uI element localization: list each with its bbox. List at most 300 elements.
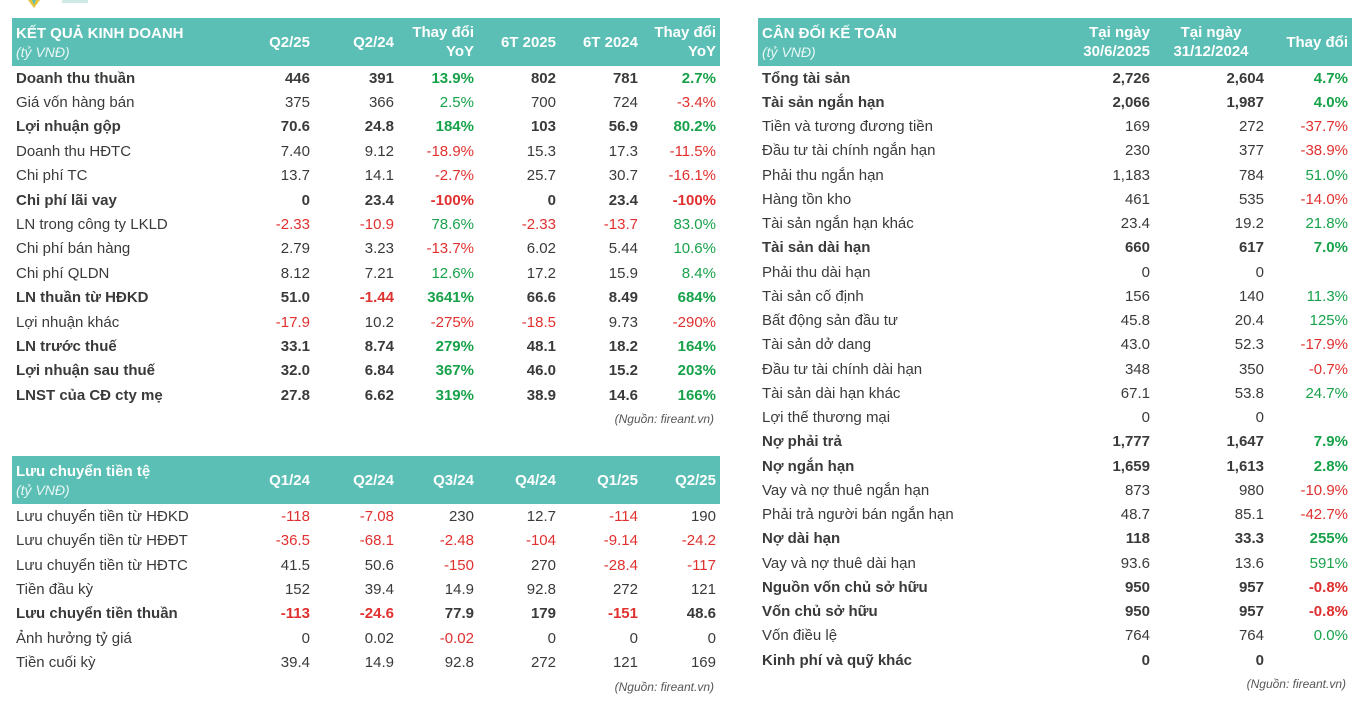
table-row <box>758 163 1352 187</box>
table-cell: -100% <box>672 191 716 209</box>
table-cell: 8.12 <box>280 264 310 282</box>
table-cell: 2.5% <box>439 94 474 112</box>
row-label: Kinh phí và quỹ khác <box>762 651 913 669</box>
table-row <box>12 528 720 552</box>
table-cell: 255% <box>1309 530 1348 548</box>
row-label: Chi phí bán hàng <box>16 240 131 258</box>
table-cell: 0.02 <box>364 629 394 647</box>
table-row <box>758 333 1352 357</box>
table-cell: 15.3 <box>526 142 556 160</box>
table-cell: 6.84 <box>364 362 394 380</box>
table-cell: 48.1 <box>526 337 556 355</box>
table-cell: 0 <box>547 191 556 209</box>
row-label: Lưu chuyển tiền từ HĐKD <box>16 507 189 525</box>
table-cell: 319% <box>435 386 474 404</box>
table-cell: -1.44 <box>359 289 394 307</box>
table-cell: -7.08 <box>359 507 394 525</box>
table-row <box>12 383 720 407</box>
table-cell: 348 <box>1124 360 1150 378</box>
table-cell: 0 <box>301 629 310 647</box>
col-header: Thay đổi YoY <box>642 18 720 66</box>
table-row <box>12 577 720 601</box>
table-cell: 152 <box>284 581 310 599</box>
row-label: LNST của CĐ cty mẹ <box>16 386 163 404</box>
table-cell: 33.1 <box>280 337 310 355</box>
row-label: Ảnh hưởng tỷ giá <box>16 629 132 647</box>
table-row <box>12 310 720 334</box>
table-cell: 0.0% <box>1313 627 1348 645</box>
table-cell: 80.2% <box>673 118 716 136</box>
table-cell: -0.7% <box>1308 360 1348 378</box>
table-cell: 103 <box>530 118 556 136</box>
col-header: Q1/24 <box>217 456 314 504</box>
table-cell: 48.6 <box>686 605 716 623</box>
table-header <box>12 456 720 504</box>
table-row <box>758 551 1352 575</box>
table-cell: 67.1 <box>1120 384 1150 402</box>
table-cell: 17.2 <box>526 264 556 282</box>
table-cell: 377 <box>1238 142 1264 160</box>
table-cell <box>1268 406 1352 430</box>
table-cell: 3.23 <box>364 240 394 258</box>
table-cell: 18.2 <box>608 337 638 355</box>
row-label: Nợ ngắn hạn <box>762 457 855 475</box>
table-cell: 50.6 <box>364 556 394 574</box>
table-cell: 0 <box>629 629 638 647</box>
table-cell: 0 <box>1255 651 1264 669</box>
col-header: Q2/24 <box>314 456 398 504</box>
table-cell: -13.7 <box>603 216 638 234</box>
table-row <box>12 139 720 163</box>
table-row <box>758 357 1352 381</box>
table-cell: -17.9 <box>275 313 310 331</box>
table-cell: 784 <box>1238 166 1264 184</box>
table-cell: 0 <box>547 629 556 647</box>
table-cell: 7.9% <box>1313 433 1348 451</box>
table-row <box>758 575 1352 599</box>
table-cell: -0.02 <box>439 629 474 647</box>
row-label: Doanh thu HĐTC <box>16 142 132 160</box>
table-cell: 9.73 <box>608 313 638 331</box>
table-cell: 190 <box>690 507 716 525</box>
table-cell: 203% <box>677 362 716 380</box>
row-label: Phải thu ngắn hạn <box>762 166 884 184</box>
table-cell: 27.8 <box>280 386 310 404</box>
table-cell: 184% <box>435 118 474 136</box>
table-row <box>758 212 1352 236</box>
row-label: LN trước thuế <box>16 337 117 355</box>
row-label: Vốn điều lệ <box>762 627 838 645</box>
table-cell: 1,987 <box>1226 93 1264 111</box>
table-row <box>12 261 720 285</box>
table-cell: 15.2 <box>608 362 638 380</box>
table-cell: 10.6% <box>673 240 716 258</box>
table-cell: 56.9 <box>608 118 638 136</box>
table-cell: 15.9 <box>608 264 638 282</box>
table-cell: 4.7% <box>1313 69 1348 87</box>
table-row <box>12 359 720 383</box>
table-cell: 70.6 <box>280 118 310 136</box>
table-cell: 367% <box>435 362 474 380</box>
table-cell: 19.2 <box>1234 215 1264 233</box>
table-row <box>12 602 720 626</box>
row-label: Nợ phải trả <box>762 433 842 451</box>
table-cell: 13.6 <box>1234 554 1264 572</box>
table-cell: 2,066 <box>1112 93 1150 111</box>
table-cell: 52.3 <box>1234 336 1264 354</box>
table-cell: 21.8% <box>1305 215 1348 233</box>
table-cell: -151 <box>607 605 638 623</box>
table-cell <box>1268 648 1352 672</box>
table-cell: 272 <box>1238 118 1264 136</box>
table-row <box>12 115 720 139</box>
table-cell: 1,613 <box>1226 457 1264 475</box>
table-row <box>758 66 1352 90</box>
table-cell: 391 <box>368 69 394 87</box>
row-label: Lợi nhuận sau thuế <box>16 362 155 380</box>
table-cell: -0.8% <box>1308 578 1348 596</box>
table-cell: 1,647 <box>1226 433 1264 451</box>
table-cell: 366 <box>368 94 394 112</box>
table-cell: 46.0 <box>526 362 556 380</box>
row-label: Chi phí QLDN <box>16 264 110 282</box>
table-cell: 8.4% <box>681 264 716 282</box>
row-label: Lợi nhuận gộp <box>16 118 121 136</box>
table-cell: 0 <box>707 629 716 647</box>
table-cell: 41.5 <box>280 556 310 574</box>
table-cell: -37.7% <box>1300 118 1348 136</box>
row-label: Lưu chuyển tiền từ HĐTC <box>16 556 188 574</box>
table-cell: 0 <box>1141 409 1150 427</box>
table-cell: 446 <box>284 69 310 87</box>
row-label: Nguồn vốn chủ sở hữu <box>762 578 928 596</box>
table-row <box>12 188 720 212</box>
table-cell: 375 <box>284 94 310 112</box>
table-cell: -14.0% <box>1300 190 1348 208</box>
table-cell: 179 <box>530 605 556 623</box>
table-cell: 5.44 <box>608 240 638 258</box>
table-row <box>12 286 720 310</box>
col-header: Thay đổi YoY <box>398 18 478 66</box>
table-cell: 51.0% <box>1305 166 1348 184</box>
col-header: Q4/24 <box>478 456 560 504</box>
table-cell: 17.3 <box>608 142 638 160</box>
table-cell: -17.9% <box>1300 336 1348 354</box>
table-row <box>758 503 1352 527</box>
table-cell: 8.49 <box>608 289 638 307</box>
table-cell: 169 <box>1124 118 1150 136</box>
col-header: Q2/24 <box>314 18 398 66</box>
row-label: Hàng tồn kho <box>762 190 852 208</box>
table-cell: 781 <box>612 69 638 87</box>
col-header: Tại ngày 31/12/2024 <box>1154 18 1268 66</box>
table-cell: -10.9 <box>359 216 394 234</box>
table-cell: 0 <box>1141 651 1150 669</box>
table-cell: 980 <box>1238 481 1264 499</box>
cash-flow-panel <box>12 456 720 694</box>
table-cell: -36.5 <box>275 532 310 550</box>
table-cell: 270 <box>530 556 556 574</box>
table-row <box>758 624 1352 648</box>
table-cell: 24.7% <box>1305 384 1348 402</box>
table-row <box>758 648 1352 672</box>
table-cell: 32.0 <box>280 362 310 380</box>
table-cell: 230 <box>1124 142 1150 160</box>
table-cell: 0 <box>1141 263 1150 281</box>
table-body <box>12 504 720 675</box>
table-cell: 166% <box>677 386 716 404</box>
table-cell: 121 <box>690 581 716 599</box>
row-label: Vốn chủ sở hữu <box>762 603 878 621</box>
table-cell <box>1268 260 1352 284</box>
row-label: Tài sản dài hạn khác <box>762 384 901 402</box>
table-cell: -114 <box>609 507 638 525</box>
table-cell: 535 <box>1238 190 1264 208</box>
table-cell: 3641% <box>427 289 474 307</box>
table-cell: 78.6% <box>431 216 474 234</box>
table-cell: 684% <box>677 289 716 307</box>
table-cell: 2,726 <box>1112 69 1150 87</box>
table-cell: 950 <box>1124 578 1150 596</box>
table-row <box>12 334 720 358</box>
table-header <box>12 18 720 66</box>
row-label: Đầu tư tài chính dài hạn <box>762 360 923 378</box>
table-body <box>758 66 1352 672</box>
table-cell: 9.12 <box>364 142 394 160</box>
row-label: Tổng tài sản <box>762 69 851 87</box>
col-header: Q3/24 <box>398 456 478 504</box>
table-cell: 23.4 <box>1120 215 1150 233</box>
table-row <box>758 478 1352 502</box>
row-label: Nợ dài hạn <box>762 530 841 548</box>
table-cell: 660 <box>1124 239 1150 257</box>
table-cell: 125% <box>1309 312 1348 330</box>
income-statement-panel <box>12 18 720 426</box>
table-cell: 33.3 <box>1234 530 1264 548</box>
table-cell: 45.8 <box>1120 312 1150 330</box>
table-cell: 92.8 <box>526 581 556 599</box>
table-cell: 2.8% <box>1313 457 1348 475</box>
table-cell: -2.33 <box>521 216 556 234</box>
row-label: Bất động sản đầu tư <box>762 312 898 330</box>
table-cell: 7.21 <box>364 264 394 282</box>
table-cell: 10.2 <box>364 313 394 331</box>
table-cell: 140 <box>1238 287 1264 305</box>
row-label: LN thuần từ HĐKD <box>16 289 149 307</box>
table-cell: 12.6% <box>431 264 474 282</box>
table-cell: -275% <box>430 313 474 331</box>
table-cell: 14.1 <box>364 167 394 185</box>
table-cell: -68.1 <box>359 532 394 550</box>
source-note: (Nguồn: fireant.vn) <box>614 680 714 695</box>
table-cell: 39.4 <box>364 581 394 599</box>
table-cell: -2.33 <box>275 216 310 234</box>
row-label: Chi phí TC <box>16 167 88 185</box>
table-cell: 8.74 <box>364 337 394 355</box>
table-cell: 617 <box>1238 239 1264 257</box>
col-header: 6T 2024 <box>560 18 642 66</box>
table-cell: 156 <box>1124 287 1150 305</box>
table-cell: -18.9% <box>426 142 474 160</box>
table-cell: -24.6 <box>359 605 394 623</box>
table-row <box>758 187 1352 211</box>
col-header: Thay đổi <box>1268 18 1352 66</box>
table-cell: -150 <box>443 556 474 574</box>
table-row <box>12 237 720 261</box>
row-label: Tiền và tương đương tiền <box>762 118 933 136</box>
income-statement-table <box>12 18 720 407</box>
table-cell: 23.4 <box>364 191 394 209</box>
table-cell: 6.02 <box>526 240 556 258</box>
row-label: LN trong công ty LKLD <box>16 216 168 234</box>
table-cell: 0 <box>301 191 310 209</box>
table-cell: 25.7 <box>526 167 556 185</box>
table-cell: 1,659 <box>1112 457 1150 475</box>
balance-sheet-table <box>758 18 1352 672</box>
table-cell: 12.7 <box>526 507 556 525</box>
table-cell: 461 <box>1124 190 1150 208</box>
header-title: Lưu chuyển tiền tệ (tỷ VNĐ) <box>12 456 217 504</box>
source-note: (Nguồn: fireant.vn) <box>614 412 714 427</box>
table-cell: 14.6 <box>608 386 638 404</box>
header-title: KẾT QUẢ KINH DOANH (tỷ VNĐ) <box>12 18 217 66</box>
table-cell: -3.4% <box>676 94 716 112</box>
table-cell: -18.5 <box>521 313 556 331</box>
row-label: Tài sản ngắn hạn <box>762 93 885 111</box>
table-cell: -2.48 <box>439 532 474 550</box>
table-cell: -10.9% <box>1300 481 1348 499</box>
row-label: Phải trả người bán ngắn hạn <box>762 506 954 524</box>
col-header: 6T 2025 <box>478 18 560 66</box>
table-cell: -38.9% <box>1300 142 1348 160</box>
table-cell: 2.7% <box>681 69 716 87</box>
table-cell: 724 <box>612 94 638 112</box>
table-cell: 48.7 <box>1120 506 1150 524</box>
table-cell: -16.1% <box>668 167 716 185</box>
col-header: Tại ngày 30/6/2025 <box>1054 18 1154 66</box>
table-cell: 6.62 <box>364 386 394 404</box>
logo-icon <box>22 0 102 10</box>
row-label: Phải thu dài hạn <box>762 263 871 281</box>
table-row <box>758 236 1352 260</box>
table-cell: -2.7% <box>434 167 474 185</box>
table-cell: 30.7 <box>608 167 638 185</box>
table-row <box>758 600 1352 624</box>
table-cell: 85.1 <box>1234 506 1264 524</box>
table-row <box>758 309 1352 333</box>
table-body <box>12 66 720 407</box>
table-cell: 1,183 <box>1112 166 1150 184</box>
row-label: Vay và nợ thuê dài hạn <box>762 554 916 572</box>
table-cell: 7.0% <box>1313 239 1348 257</box>
table-cell: 77.9 <box>444 605 474 623</box>
table-cell: -113 <box>280 605 310 623</box>
table-cell: 13.7 <box>280 167 310 185</box>
table-cell: -118 <box>281 507 310 525</box>
table-cell: 53.8 <box>1234 384 1264 402</box>
table-cell: 38.9 <box>526 386 556 404</box>
table-cell: 0 <box>1255 263 1264 281</box>
table-cell: 121 <box>612 654 638 672</box>
row-label: Lưu chuyển tiền thuần <box>16 605 178 623</box>
col-header: Q2/25 <box>642 456 720 504</box>
table-cell: 230 <box>448 507 474 525</box>
cash-flow-table <box>12 456 720 675</box>
table-cell: 92.8 <box>444 654 474 672</box>
row-label: Chi phí lãi vay <box>16 191 117 209</box>
table-cell: 14.9 <box>444 581 474 599</box>
table-cell: -0.8% <box>1308 603 1348 621</box>
table-cell: 11.3% <box>1306 287 1348 305</box>
table-row <box>758 381 1352 405</box>
row-label: Lợi thế thương mại <box>762 409 891 427</box>
table-cell: 66.6 <box>526 289 556 307</box>
table-cell: -104 <box>525 532 556 550</box>
table-cell: 1,777 <box>1112 433 1150 451</box>
table-cell: -117 <box>687 556 716 574</box>
table-row <box>12 553 720 577</box>
row-label: Doanh thu thuần <box>16 69 136 87</box>
table-cell: 24.8 <box>364 118 394 136</box>
table-row <box>12 164 720 188</box>
balance-sheet-panel <box>758 18 1352 691</box>
table-cell: 93.6 <box>1120 554 1150 572</box>
row-label: Lưu chuyển tiền từ HĐĐT <box>16 532 188 550</box>
table-cell: -24.2 <box>681 532 716 550</box>
row-label: Tài sản dở dang <box>762 336 872 354</box>
table-cell: -290% <box>672 313 716 331</box>
table-row <box>758 454 1352 478</box>
header-title: CÂN ĐỐI KẾ TOÁN (tỷ VNĐ) <box>758 18 1054 66</box>
table-cell: 4.0% <box>1313 93 1348 111</box>
table-row <box>12 212 720 236</box>
table-cell: 118 <box>1125 530 1150 548</box>
row-label: Giá vốn hàng bán <box>16 94 135 112</box>
table-cell: 0 <box>1255 409 1264 427</box>
table-cell: 169 <box>690 654 716 672</box>
table-cell: 2,604 <box>1226 69 1264 87</box>
table-row <box>12 66 720 90</box>
table-cell: 272 <box>612 581 638 599</box>
row-label: Vay và nợ thuê ngắn hạn <box>762 481 930 499</box>
table-cell: 957 <box>1238 603 1264 621</box>
table-cell: 13.9% <box>431 69 474 87</box>
row-label: Đầu tư tài chính ngắn hạn <box>762 142 936 160</box>
table-row <box>12 626 720 650</box>
row-label: Tài sản ngắn hạn khác <box>762 215 914 233</box>
table-row <box>12 90 720 114</box>
table-cell: 272 <box>530 654 556 672</box>
table-cell: 591% <box>1309 554 1348 572</box>
table-cell: -9.14 <box>603 532 638 550</box>
table-cell: 14.9 <box>364 654 394 672</box>
row-label: Tiền cuối kỳ <box>16 654 96 672</box>
table-row <box>12 504 720 528</box>
table-cell: 950 <box>1124 603 1150 621</box>
table-cell: -42.7% <box>1300 506 1348 524</box>
table-cell: 279% <box>435 337 474 355</box>
table-row <box>12 651 720 675</box>
row-label: Lợi nhuận khác <box>16 313 120 331</box>
table-cell: -28.4 <box>603 556 638 574</box>
table-cell: 873 <box>1124 481 1150 499</box>
table-row <box>758 115 1352 139</box>
table-cell: -13.7% <box>426 240 474 258</box>
table-cell: 2.79 <box>280 240 310 258</box>
table-row <box>758 139 1352 163</box>
table-cell: 7.40 <box>280 142 310 160</box>
source-note: (Nguồn: fireant.vn) <box>1246 677 1346 692</box>
